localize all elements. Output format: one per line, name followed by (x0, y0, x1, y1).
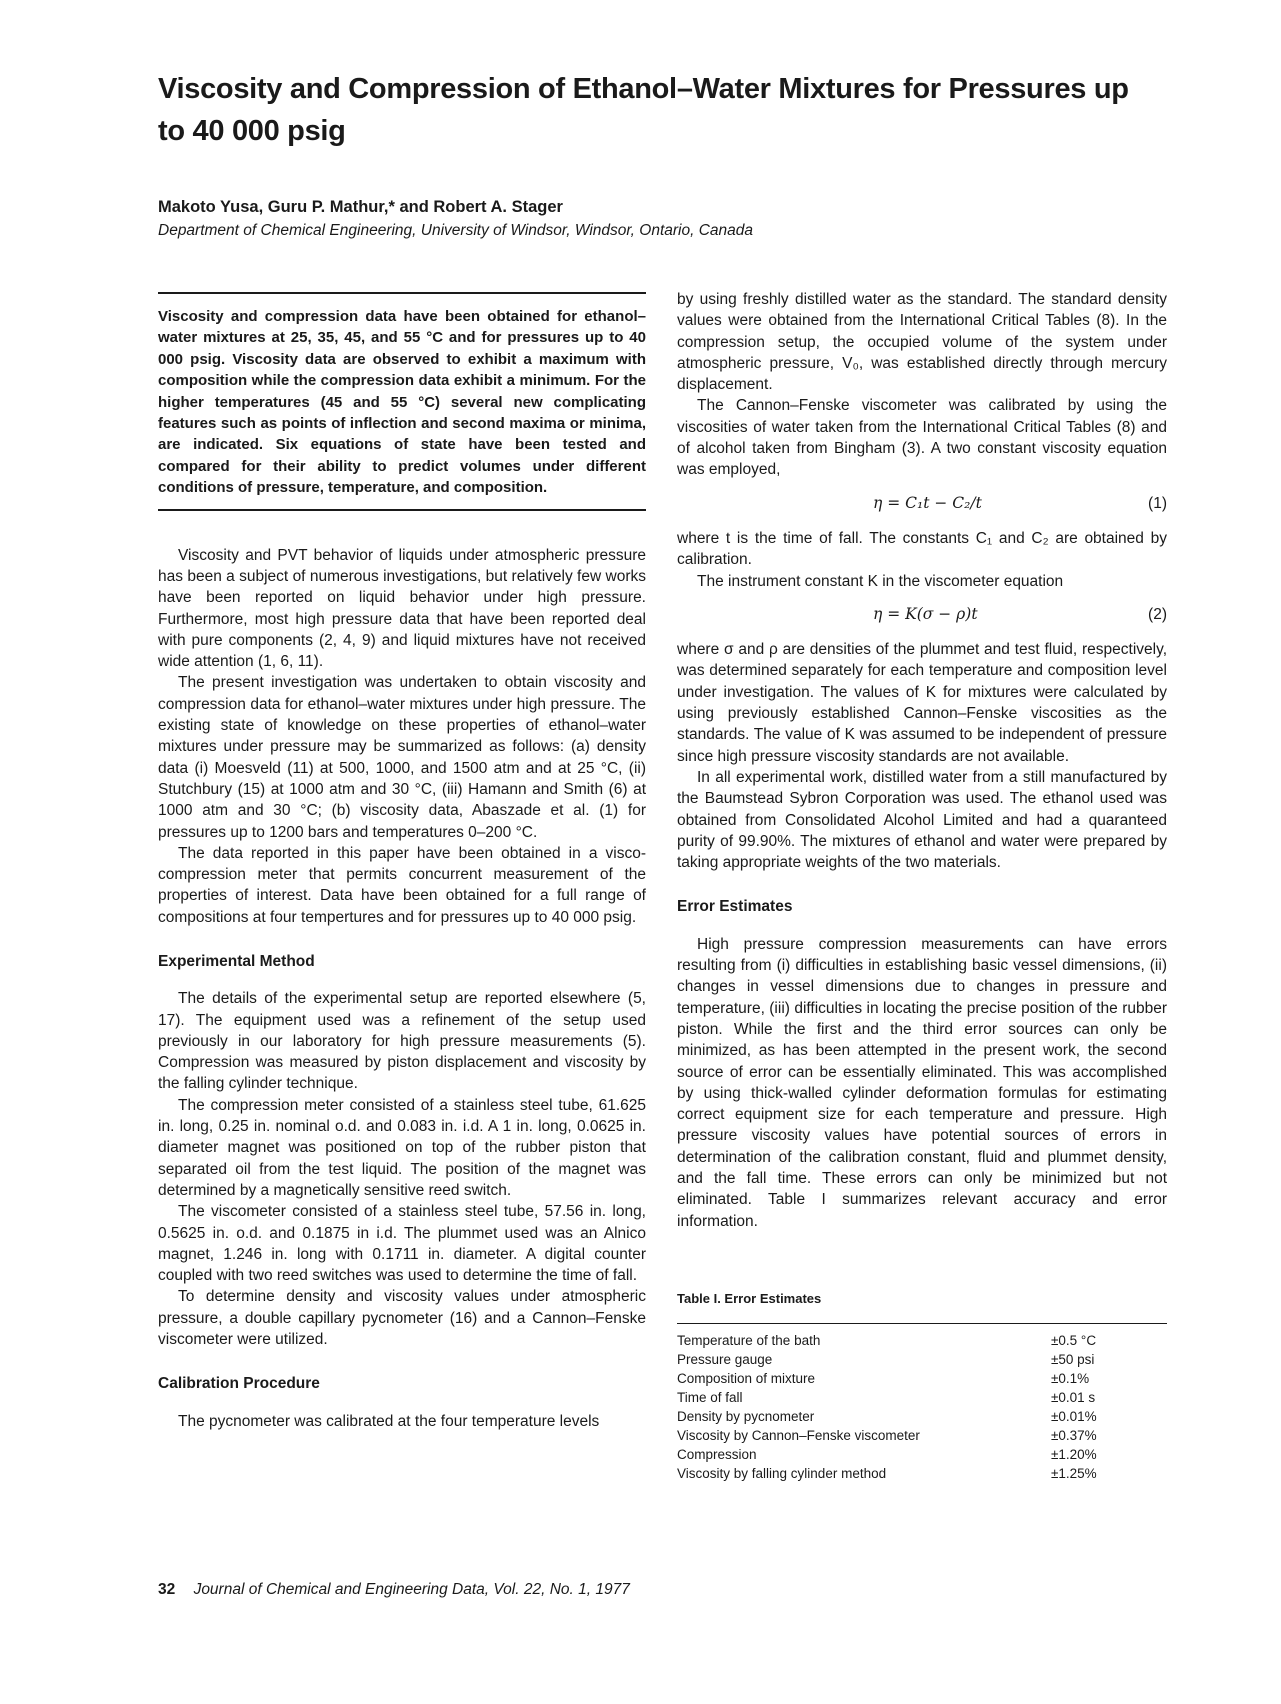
error-estimates-table (677, 1323, 1167, 1483)
experimental-heading: Experimental Method (158, 953, 315, 970)
table-cell-label: Viscosity by falling cylinder method (677, 1466, 887, 1482)
table-cell-label: Temperature of the bath (677, 1324, 1051, 1351)
instrument-constant-paragraph: The instrument constant K in the viscometer equation (697, 572, 1064, 590)
intro-paragraph: The present investigation was undertaken to obtain viscosity and compression data for ethanol–water mixtures under high pressure. The existing state of knowledge on these properties of ethanol–water mixtures under pressure may be summarized as follows: (a) density data (i) Moesveld (11) at 500, 1000, and 1500 atm and at 25 °C, (ii) Stutchbury (15) at 1000 atm and 30 °C, (iii) Hamann and Smith (6) at 1000 atm and 30 °C; (b) viscosity data, Abaszade et al. (1) for pressures up to 1200 bars and temperatures 0–200 °C. (158, 674, 646, 841)
table-row (677, 1369, 1167, 1388)
affiliation: Department of Chemical Engineering, University of Windsor, Windsor, Ontario, Canada (158, 222, 754, 239)
right-column (677, 289, 1167, 1483)
equation-1-number: (1) (1148, 494, 1167, 512)
table-caption: Table I. Error Estimates (677, 1290, 822, 1306)
left-column (158, 292, 646, 1432)
table-cell-value: ±0.1% (1051, 1371, 1090, 1387)
densities-paragraph: where σ and ρ are densities of the plummet and test fluid, respectively, was determined separately for each temperature and composition level under investigation. The values of K for mixtures were calculated by using previously established Cannon–Fenske viscosities as the standards. The value of K was assumed to be independent of pressure since high pressure viscosity standards are not available. (677, 641, 1167, 765)
journal-citation: Journal of Chemical and Engineering Data, Vol. 22, No. 1, 1977 (193, 1581, 630, 1598)
table-row (677, 1407, 1167, 1426)
table-cell-value: ±0.5 °C (1051, 1324, 1167, 1351)
calibration-heading: Calibration Procedure (158, 1375, 320, 1393)
table-cell-label: Pressure gauge (677, 1352, 773, 1368)
table-row (677, 1464, 1167, 1483)
paper-title: Viscosity and Compression of Ethanol–Water Mixtures for Pressures up to 40 000 psig (158, 73, 1129, 147)
table-row (677, 1445, 1167, 1464)
abstract: Viscosity and compression data have been obtained for ethanol–water mixtures at 25, 35, 45, and 55 °C and for pressures up to 40 000 psig. Viscosity data are observed to exhibit a maximum with composition while the compression data exhibit a minimum. For the higher temperatures (45 and 55 °C) several new complicating features such as points of inflection and second maxima or minima, are indicated. Six equations of state have been tested and compared for their ability to predict volumes under different conditions of pressure, temperature, and composition. (158, 308, 646, 497)
error-estimates-paragraph: High pressure compression measurements can have errors resulting from (i) difficulties in establishing basic vessel dimensions, (ii) changes in vessel dimensions due to changes in pressure and temperature, (iii) difficulties in locating the precise position of the rubber piston. While the first and the third error sources can only be minimized, as has been attempted in the present work, the second source of error can be essentially eliminated. This was accomplished by using thick-walled cylinder deformation formulas for estimating correct equipment size for each temperature and pressure. High pressure viscosity values have potential sources of errors in determination of the calibration constant, fluid and plummet density, and the fall time. These errors can only be minimized but not eliminated. Table I summarizes relevant accuracy and error information. (677, 935, 1167, 1230)
table-cell-value: ±1.20% (1051, 1447, 1097, 1463)
table-cell-value: ±50 psi (1051, 1352, 1095, 1368)
equation-1 (677, 493, 1167, 514)
equation-1-expression: η = C₁t − C₂/t (873, 493, 982, 512)
experimental-paragraph: To determine density and viscosity values under atmospheric pressure, a double capillary pycnometer (16) and a Cannon–Fenske viscometer were utilized. (158, 1288, 646, 1349)
table-row (677, 1388, 1167, 1407)
table-cell-value: ±0.01% (1051, 1409, 1097, 1425)
table-cell-label: Density by pycnometer (677, 1409, 815, 1425)
table-cell-value: ±0.01 s (1051, 1390, 1096, 1406)
table-cell-label: Viscosity by Cannon–Fenske viscometer (677, 1428, 920, 1444)
calibration-paragraph: The pycnometer was calibrated at the four temperature levels (178, 1412, 600, 1430)
table-cell-label: Compression (677, 1447, 757, 1463)
time-of-fall-paragraph: where t is the time of fall. The constants C₁ and C₂ are obtained by calibration. (677, 529, 1167, 569)
table-row (677, 1426, 1167, 1445)
authors: Makoto Yusa, Guru P. Mathur,* and Robert A. Stager (158, 198, 563, 216)
materials-paragraph: In all experimental work, distilled water from a still manufactured by the Baumstead Sybron Corporation was used. The ethanol used was obtained from Consolidated Alcohol Limited and had a quaranteed purity of 99.90%. The mixtures of ethanol and water were prepared by taking appropriate weights of the two materials. (677, 768, 1167, 872)
equation-2-number: (2) (1148, 605, 1167, 623)
page-footer (158, 1581, 630, 1599)
abstract-top-rule (158, 292, 646, 294)
experimental-paragraph: The details of the experimental setup are reported elsewhere (5, 17). The equipment used was a refinement of the setup used previously in our laboratory for high pressure measurements (5). Compression was measured by piston displacement and viscosity by the falling cylinder technique. (158, 990, 646, 1093)
intro-paragraph: The data reported in this paper have been obtained in a visco-compression meter that permits concurrent measurement of the properties of interest. Data have been obtained for a full range of compositions at four tempertures and for pressures up to 40 000 psig. (158, 844, 646, 926)
table-cell-value: ±1.25% (1051, 1466, 1097, 1482)
table-cell-label: Time of fall (677, 1390, 743, 1406)
standards-paragraph: by using freshly distilled water as the standard. The standard density values were obtained from the International Critical Tables (8). In the compression setup, the occupied volume of the system under atmospheric pressure, V₀, was established directly through mercury displacement. (677, 291, 1167, 394)
experimental-paragraph: The compression meter consisted of a stainless steel tube, 61.625 in. long, 0.25 in. nominal o.d. and 0.083 in. i.d. A 1 in. long, 0.0625 in. diameter magnet was positioned on top of the rubber piston that separated oil from the test liquid. The position of the magnet was determined by a magnetically sensitive reed switch. (158, 1096, 646, 1199)
page-number: 32 (158, 1581, 176, 1598)
table-cell-value: ±0.37% (1051, 1428, 1097, 1444)
table-cell-label: Composition of mixture (677, 1371, 816, 1387)
error-estimates-heading: Error Estimates (677, 898, 793, 916)
intro-paragraph: Viscosity and PVT behavior of liquids under atmospheric pressure has been a subject of numerous investigations, but relatively few works have been reported on liquid behavior under high pressure. Furthermore, most high pressure data that have been reported deal with pure components (2, 4, 9) and liquid mixtures have not received wide attention (1, 6, 11). (158, 546, 646, 671)
equation-2-expression: η = K(σ − ρ)t (873, 604, 978, 623)
experimental-paragraph: The viscometer consisted of a stainless steel tube, 57.56 in. long, 0.5625 in. o.d. and 0.1875 in i.d. The plummet used was an Alnico magnet, 1.246 in. long with 0.1711 in. diameter. A digital counter coupled with two reed switches was used to determine the time of fall. (158, 1203, 646, 1285)
table-row (677, 1350, 1167, 1369)
viscometer-calibration-paragraph: The Cannon–Fenske viscometer was calibrated by using the viscosities of water taken from the International Critical Tables (8) and of alcohol taken from Bingham (3). A two constant viscosity equation was employed, (677, 397, 1167, 479)
table-row (677, 1324, 1167, 1351)
equation-2 (677, 604, 1167, 625)
